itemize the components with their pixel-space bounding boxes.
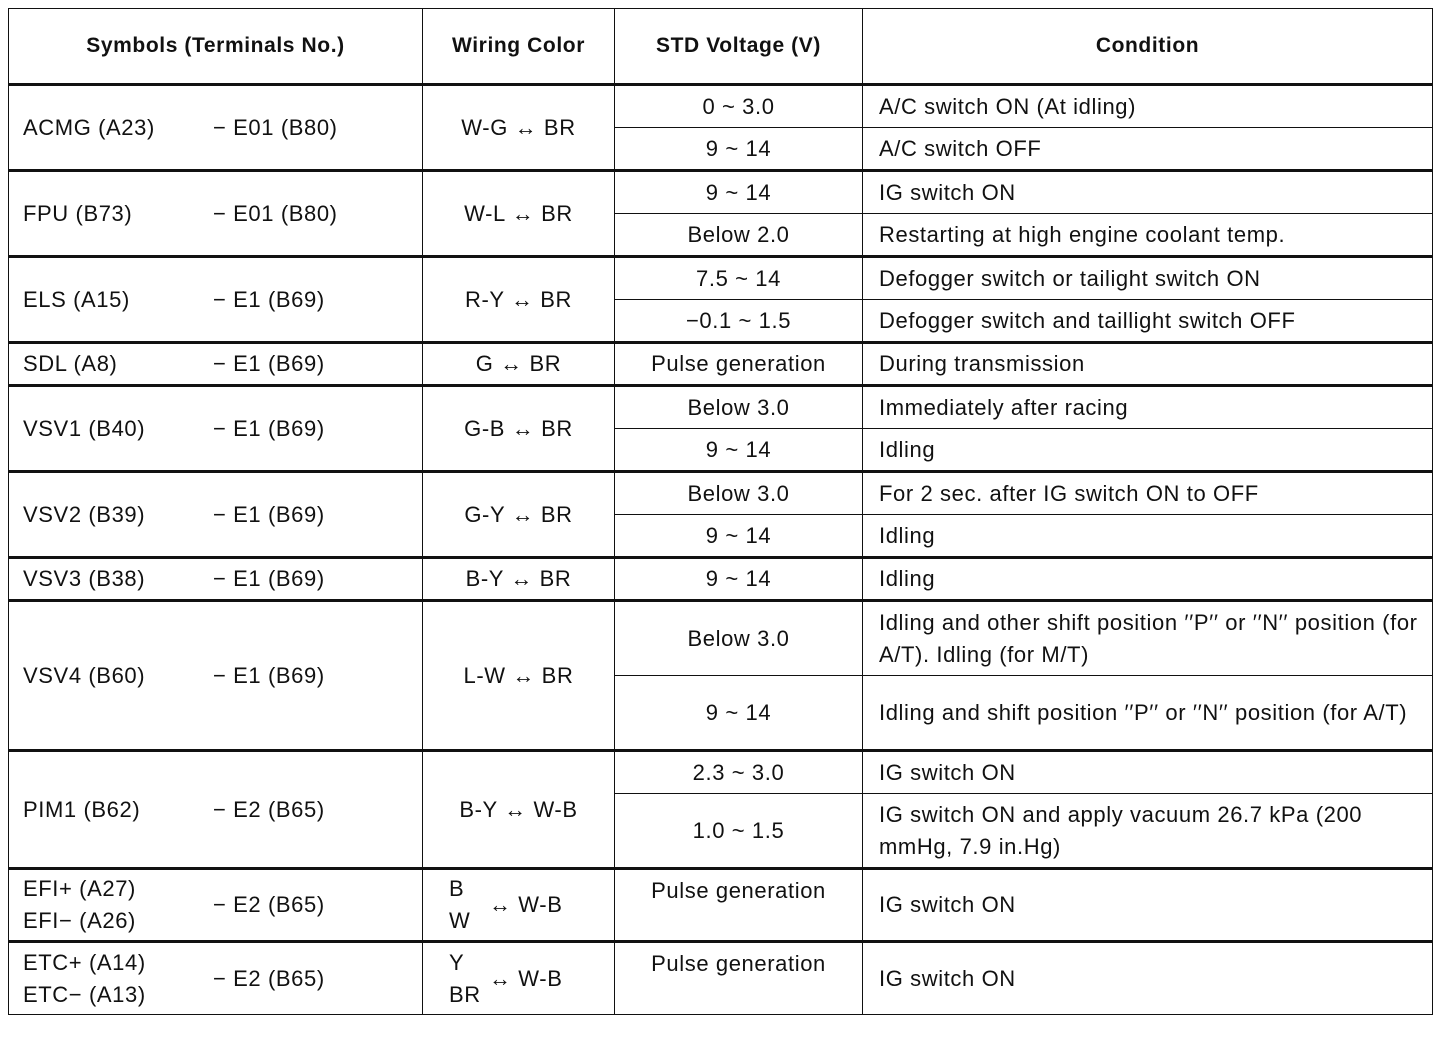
- terminal-symbol: VSV4 (B60): [23, 662, 146, 688]
- terminal-voltage-table-container: [8, 8, 1433, 1015]
- table-row: [9, 343, 1433, 386]
- ground-terminal: − E1 (B69): [213, 501, 325, 527]
- terminal-symbol: ACMG (A23): [23, 114, 155, 140]
- wiring-color: B-Y ↔ BR: [423, 558, 615, 601]
- wiring-color: G-Y ↔ BR: [423, 472, 615, 558]
- std-voltage: 9 ~ 14: [615, 676, 863, 751]
- std-voltage: 7.5 ~ 14: [615, 257, 863, 300]
- symbol-cell: [9, 601, 423, 751]
- condition: IG switch ON: [863, 869, 1433, 942]
- terminal-symbol-pair: [23, 947, 213, 1011]
- ground-terminal: − E1 (B69): [213, 351, 325, 376]
- condition: A/C switch OFF: [863, 128, 1433, 171]
- std-voltage: Pulse generation: [615, 869, 863, 942]
- symbol-cell: [9, 343, 423, 386]
- table-row: [9, 942, 1433, 1015]
- wire-pair: [449, 947, 489, 1011]
- ground-terminal: − E1 (B69): [213, 662, 325, 688]
- std-voltage: Below 2.0: [615, 214, 863, 257]
- header-condition: Condition: [863, 9, 1433, 85]
- table-row: [9, 558, 1433, 601]
- wiring-color: W-L ↔ BR: [423, 171, 615, 257]
- table-row: [9, 601, 1433, 676]
- ground-terminal: − E01 (B80): [213, 114, 338, 140]
- header-std-voltage: STD Voltage (V): [615, 9, 863, 85]
- condition: Defogger switch or tailight switch ON: [863, 257, 1433, 300]
- condition: For 2 sec. after IG switch ON to OFF: [863, 472, 1433, 515]
- wire-pair: [449, 873, 489, 937]
- std-voltage: 0 ~ 3.0: [615, 85, 863, 128]
- wire-color: BR: [449, 981, 481, 1007]
- std-voltage: Below 3.0: [615, 472, 863, 515]
- condition: Idling and shift position ′′P′′ or ′′N′′ position (for A/T): [863, 676, 1433, 751]
- std-voltage: 2.3 ~ 3.0: [615, 751, 863, 794]
- ground-terminal: − E2 (B65): [213, 796, 325, 822]
- symbol-cell: [9, 472, 423, 558]
- header-row: [9, 9, 1433, 85]
- symbol-cell: [9, 386, 423, 472]
- ground-terminal: − E01 (B80): [213, 200, 338, 226]
- condition: IG switch ON: [863, 171, 1433, 214]
- condition: IG switch ON: [863, 942, 1433, 1015]
- condition: Immediately after racing: [863, 386, 1433, 429]
- std-voltage: −0.1 ~ 1.5: [615, 300, 863, 343]
- wire-color: B: [449, 876, 465, 901]
- symbol-cell: [9, 85, 423, 171]
- symbol-cell: [9, 751, 423, 869]
- terminal-symbol: ETC+ (A14): [23, 949, 146, 975]
- condition: Idling: [863, 558, 1433, 601]
- condition: A/C switch ON (At idling): [863, 85, 1433, 128]
- symbol-cell: [9, 942, 423, 1015]
- std-voltage: 9 ~ 14: [615, 429, 863, 472]
- wire-destination: ↔ W-B: [489, 965, 563, 991]
- table-row: [9, 257, 1433, 300]
- table-row: [9, 85, 1433, 128]
- condition: IG switch ON: [863, 751, 1433, 794]
- header-symbols: Symbols (Terminals No.): [9, 9, 423, 85]
- terminal-symbol: PIM1 (B62): [23, 796, 141, 822]
- wiring-color: [423, 869, 615, 942]
- condition: Restarting at high engine coolant temp.: [863, 214, 1433, 257]
- terminal-voltage-table: [8, 8, 1433, 1015]
- wiring-color: R-Y ↔ BR: [423, 257, 615, 343]
- condition: Idling: [863, 515, 1433, 558]
- wiring-color: B-Y ↔ W-B: [423, 751, 615, 869]
- std-voltage: Below 3.0: [615, 601, 863, 676]
- header-wiring-color: Wiring Color: [423, 9, 615, 85]
- terminal-symbol: ELS (A15): [23, 286, 130, 312]
- std-voltage: 9 ~ 14: [615, 128, 863, 171]
- ground-terminal: − E2 (B65): [213, 965, 325, 991]
- terminal-symbol-pair: [23, 873, 213, 937]
- std-voltage: 9 ~ 14: [615, 171, 863, 214]
- ground-terminal: − E2 (B65): [213, 892, 325, 917]
- wire-color: Y: [449, 949, 465, 975]
- table-row: [9, 386, 1433, 429]
- condition: IG switch ON and apply vacuum 26.7 kPa (200 mmHg, 7.9 in.Hg): [863, 794, 1433, 869]
- ground-terminal: − E1 (B69): [213, 415, 325, 441]
- terminal-symbol: ETC− (A13): [23, 981, 146, 1007]
- condition: Idling: [863, 429, 1433, 472]
- symbol-cell: [9, 869, 423, 942]
- table-row: [9, 171, 1433, 214]
- wiring-color: W-G ↔ BR: [423, 85, 615, 171]
- std-voltage: 9 ~ 14: [615, 558, 863, 601]
- wiring-color: [423, 942, 615, 1015]
- ground-terminal: − E1 (B69): [213, 566, 325, 591]
- symbol-cell: [9, 558, 423, 601]
- condition: During transmission: [863, 343, 1433, 386]
- terminal-symbol: VSV1 (B40): [23, 415, 146, 441]
- wiring-color: G-B ↔ BR: [423, 386, 615, 472]
- symbol-cell: [9, 171, 423, 257]
- ground-terminal: − E1 (B69): [213, 286, 325, 312]
- std-voltage: Below 3.0: [615, 386, 863, 429]
- terminal-symbol: VSV3 (B38): [23, 566, 146, 591]
- wiring-color: G ↔ BR: [423, 343, 615, 386]
- table-row: [9, 472, 1433, 515]
- std-voltage: Pulse generation: [615, 343, 863, 386]
- symbol-cell: [9, 257, 423, 343]
- wire-color: W: [449, 908, 471, 933]
- terminal-symbol: SDL (A8): [23, 351, 118, 376]
- terminal-symbol: FPU (B73): [23, 200, 133, 226]
- std-voltage: 9 ~ 14: [615, 515, 863, 558]
- terminal-symbol: EFI− (A26): [23, 908, 136, 933]
- std-voltage: Pulse generation: [615, 942, 863, 1015]
- condition: Idling and other shift position ′′P′′ or ′′N′′ position (for A/T). Idling (for M/T): [863, 601, 1433, 676]
- wire-destination: ↔ W-B: [489, 892, 563, 917]
- terminal-symbol: EFI+ (A27): [23, 876, 136, 901]
- table-row: [9, 869, 1433, 942]
- terminal-symbol: VSV2 (B39): [23, 501, 146, 527]
- table-row: [9, 751, 1433, 794]
- condition: Defogger switch and taillight switch OFF: [863, 300, 1433, 343]
- std-voltage: 1.0 ~ 1.5: [615, 794, 863, 869]
- wiring-color: L-W ↔ BR: [423, 601, 615, 751]
